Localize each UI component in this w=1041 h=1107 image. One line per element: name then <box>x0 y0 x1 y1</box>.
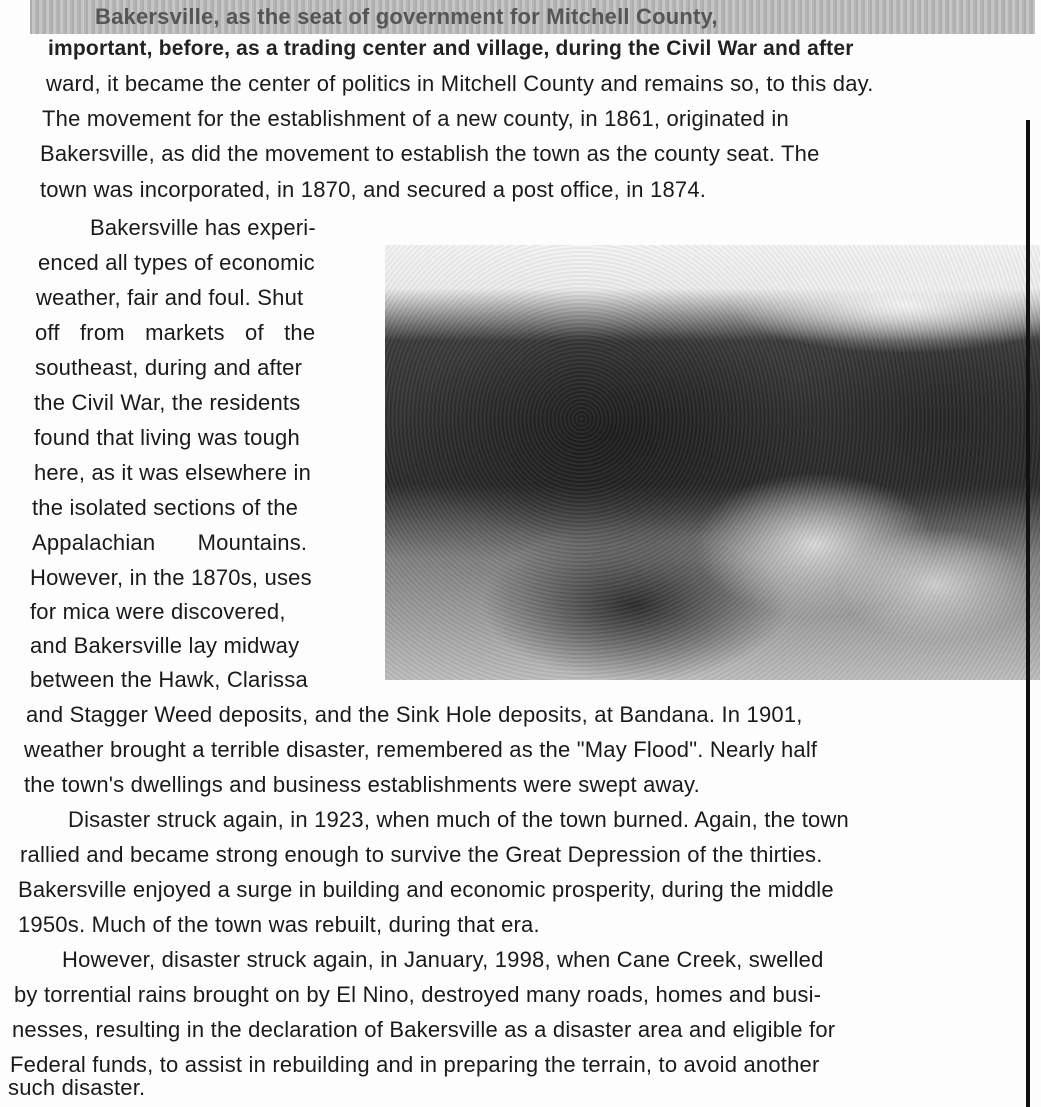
text-line-4: The movement for the establishment of a new county, in 1861, originated in <box>42 106 789 131</box>
text-line-25: rallied and became strong enough to survive the Great Depression of the thirties. <box>20 842 823 867</box>
text-line-29: by torrential rains brought on by El Nino, destroyed many roads, homes and busi- <box>14 982 822 1007</box>
text-line-31: Federal funds, to assist in rebuilding and in preparing the terrain, to avoid another <box>10 1052 820 1077</box>
text-line-21: and Stagger Weed deposits, and the Sink Hole deposits, at Bandana. In 1901, <box>26 702 803 727</box>
text-line-19: and Bakersville lay midway <box>30 633 300 658</box>
historic-photo <box>385 245 1040 680</box>
text-line-8: enced all types of economic <box>38 250 315 275</box>
text-line-1: Bakersville, as the seat of government for Mitchell County, <box>95 4 718 29</box>
text-line-23: the town's dwellings and business establishments were swept away. <box>24 772 700 797</box>
text-line-10: off from markets of the <box>35 320 316 345</box>
text-line-20: between the Hawk, Clarissa <box>30 667 308 692</box>
text-line-18: for mica were discovered, <box>30 599 286 624</box>
text-line-11: southeast, during and after <box>35 355 303 380</box>
text-line-5: Bakersville, as did the movement to establish the town as the county seat. The <box>40 141 820 166</box>
text-line-13: found that living was tough <box>34 425 300 450</box>
text-line-28: However, disaster struck again, in January, 1998, when Cane Creek, swelled <box>62 947 824 972</box>
text-line-17: However, in the 1870s, uses <box>30 565 312 590</box>
text-line-30: nesses, resulting in the declaration of Bakersville as a disaster area and eligible for <box>12 1017 836 1042</box>
text-line-9: weather, fair and foul. Shut <box>36 285 304 310</box>
text-line-24: Disaster struck again, in 1923, when much of the town burned. Again, the town <box>68 807 849 832</box>
text-line-26: Bakersville enjoyed a surge in building and economic prosperity, during the middle <box>18 877 834 902</box>
text-line-14: here, as it was elsewhere in <box>34 460 312 485</box>
text-line-22: weather brought a terrible disaster, remembered as the "May Flood". Nearly half <box>24 737 818 762</box>
page-edge-shadow <box>1026 120 1030 1107</box>
text-line-12: the Civil War, the residents <box>34 390 301 415</box>
text-line-16: Appalachian Mountains. <box>32 530 308 555</box>
text-line-7: Bakersville has experi- <box>90 215 316 240</box>
text-line-2: important, before, as a trading center and village, during the Civil War and after <box>48 37 854 60</box>
text-line-3: ward, it became the center of politics in Mitchell County and remains so, to this day. <box>46 71 874 96</box>
text-line-32: such disaster. <box>8 1075 146 1100</box>
text-line-15: the isolated sections of the <box>32 495 299 520</box>
text-line-6: town was incorporated, in 1870, and secured a post office, in 1874. <box>40 177 707 202</box>
text-line-27: 1950s. Much of the town was rebuilt, during that era. <box>18 912 540 937</box>
